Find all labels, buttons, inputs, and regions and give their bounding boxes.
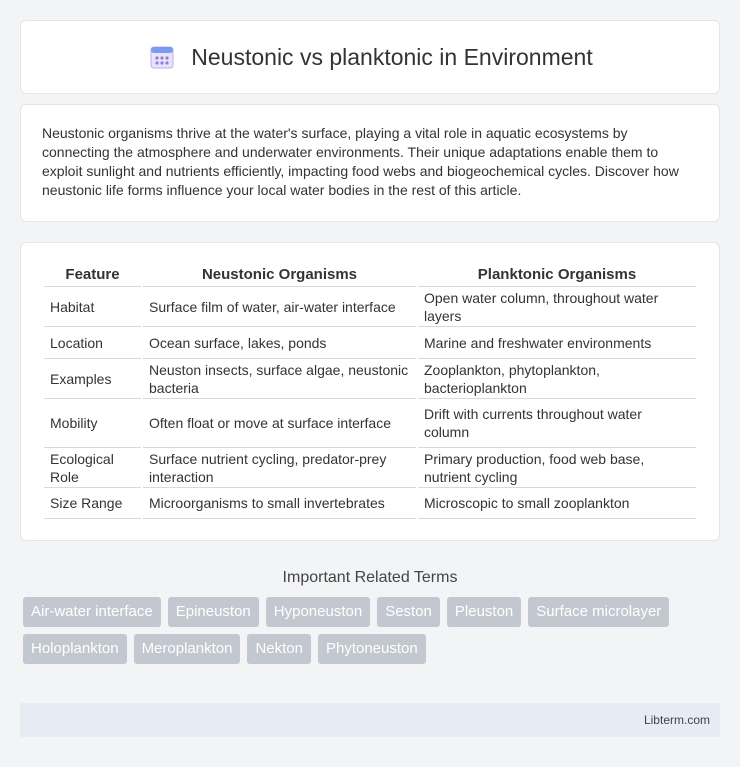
table-cell-feature: Examples <box>44 359 141 399</box>
column-header-feature: Feature <box>44 261 141 287</box>
table-cell-feature: Habitat <box>44 287 141 327</box>
related-terms-tags <box>20 597 720 664</box>
calendar-grid-icon <box>147 42 177 72</box>
intro-card <box>20 104 720 222</box>
table-cell-feature: Location <box>44 327 141 359</box>
footer-site-link[interactable]: Libterm.com <box>643 713 710 727</box>
table-cell-feature: Ecological Role <box>44 448 141 488</box>
table-row <box>44 488 696 519</box>
tag-air-water-interface[interactable]: Air-water interface <box>23 597 161 627</box>
tag-holoplankton[interactable]: Holoplankton <box>23 634 127 664</box>
page-title: Neustonic vs planktonic in Environment <box>191 43 593 70</box>
table-header-row <box>44 261 696 287</box>
table-row <box>44 327 696 359</box>
table-row <box>44 287 696 327</box>
table-cell-neustonic: Surface film of water, air-water interface <box>143 287 416 327</box>
tag-hyponeuston[interactable]: Hyponeuston <box>266 597 370 627</box>
table-cell-planktonic: Open water column, throughout water layers <box>418 287 696 327</box>
tag-epineuston[interactable]: Epineuston <box>168 597 259 627</box>
table-row <box>44 448 696 488</box>
tag-phytoneuston[interactable]: Phytoneuston <box>318 634 426 664</box>
table-cell-feature: Mobility <box>44 399 141 448</box>
table-cell-planktonic: Marine and freshwater environments <box>418 327 696 359</box>
intro-text: Neustonic organisms thrive at the water's surface, playing a vital role in aquatic ecosystems by connecting the atmosphere and underwater environments. Their unique adaptations enable them to exploit sunlight and nutrients efficiently, impacting food webs and biogeochemical cycles. Discover how neustonic life forms influence your local water bodies in the rest of this article. <box>42 125 679 198</box>
column-header-neustonic: Neustonic Organisms <box>143 261 416 287</box>
table-cell-neustonic: Often float or move at surface interface <box>143 399 416 448</box>
table-cell-feature: Size Range <box>44 488 141 519</box>
table-cell-neustonic: Surface nutrient cycling, predator-prey interaction <box>143 448 416 488</box>
header-card <box>20 20 720 94</box>
tag-meroplankton[interactable]: Meroplankton <box>134 634 241 664</box>
tag-seston[interactable]: Seston <box>377 597 440 627</box>
tag-nekton[interactable]: Nekton <box>247 634 311 664</box>
tag-surface-microlayer[interactable]: Surface microlayer <box>528 597 669 627</box>
column-header-planktonic: Planktonic Organisms <box>418 261 696 287</box>
comparison-table <box>42 261 698 519</box>
table-cell-planktonic: Drift with currents throughout water column <box>418 399 696 448</box>
comparison-table-card <box>20 242 720 541</box>
related-terms-title: Important Related Terms <box>282 569 458 586</box>
related-terms-section <box>20 569 720 664</box>
table-cell-neustonic: Neuston insects, surface algae, neustonic bacteria <box>143 359 416 399</box>
table-cell-planktonic: Microscopic to small zooplankton <box>418 488 696 519</box>
table-cell-neustonic: Microorganisms to small invertebrates <box>143 488 416 519</box>
table-cell-planktonic: Zooplankton, phytoplankton, bacterioplankton <box>418 359 696 399</box>
tag-pleuston[interactable]: Pleuston <box>447 597 521 627</box>
table-cell-neustonic: Ocean surface, lakes, ponds <box>143 327 416 359</box>
table-row <box>44 399 696 448</box>
footer <box>20 703 720 737</box>
table-row <box>44 359 696 399</box>
table-cell-planktonic: Primary production, food web base, nutrient cycling <box>418 448 696 488</box>
